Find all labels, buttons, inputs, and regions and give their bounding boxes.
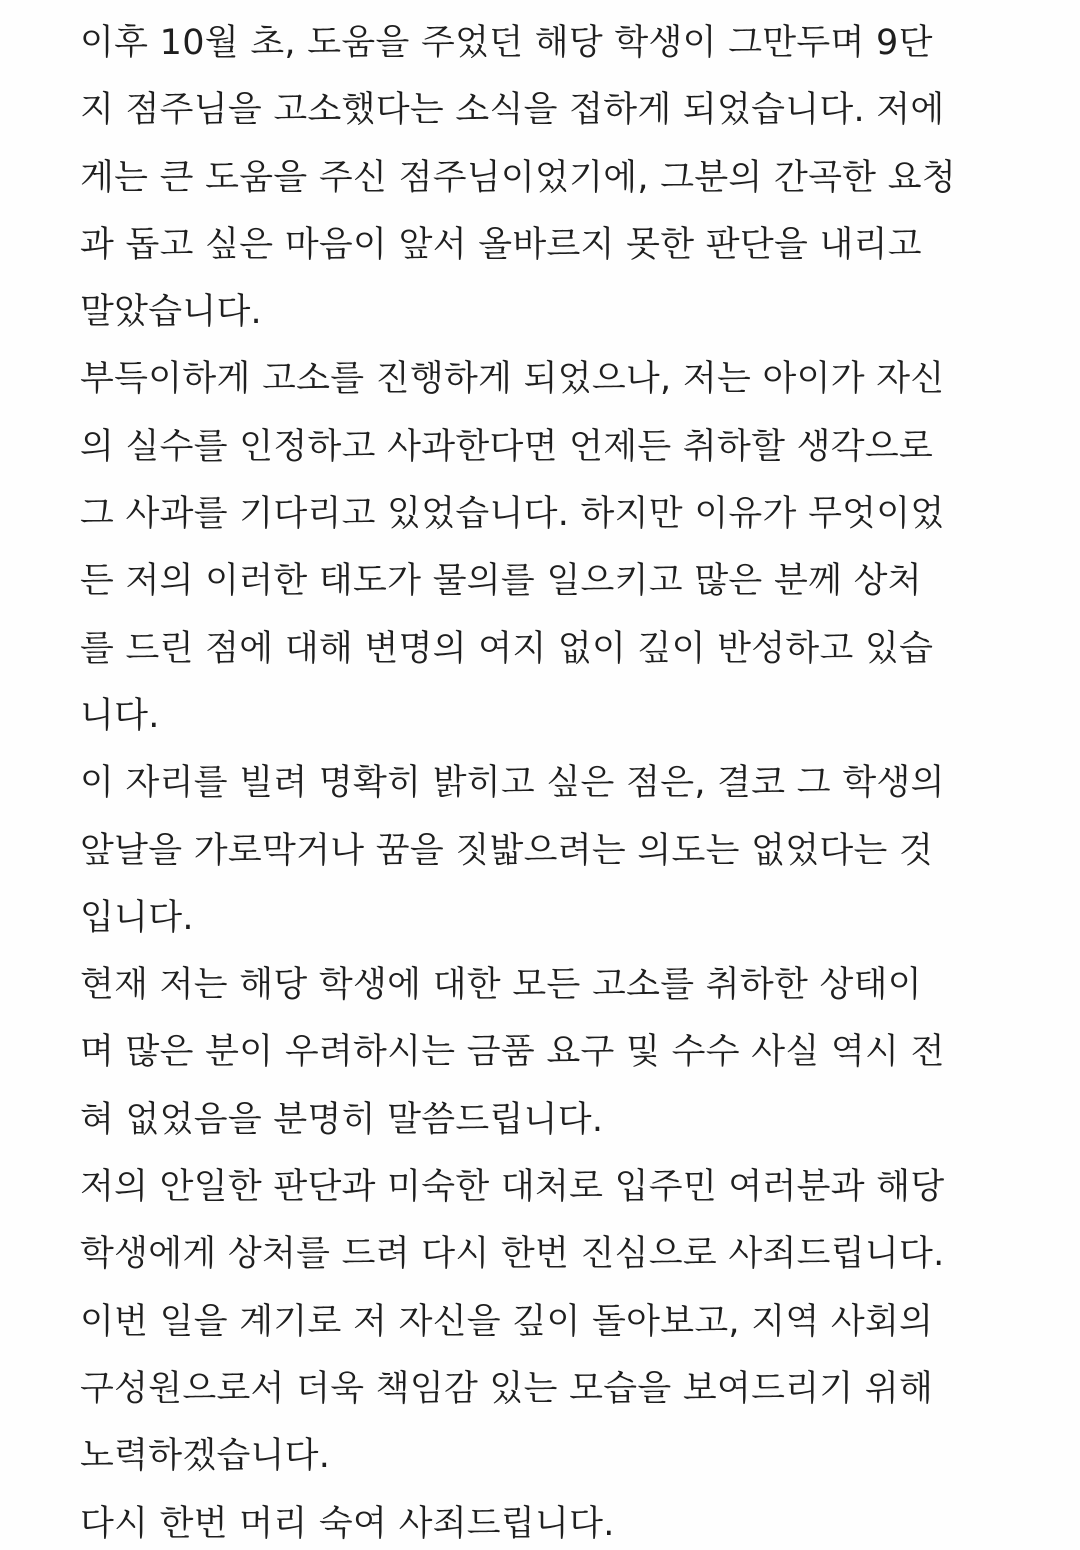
- text-line: 구성원으로서 더욱 책임감 있는 모습을 보여드리기 위해: [80, 1368, 934, 1409]
- text-line: 며 많은 분이 우려하시는 금품 요구 및 수수 사실 역시 전: [80, 1032, 945, 1073]
- text-line: 혀 없었음을 분명히 말씀드립니다.: [80, 1099, 604, 1140]
- text-line: 이 자리를 빌려 명확히 밝히고 싶은 점은, 결코 그 학생의: [80, 763, 945, 804]
- text-line: 다시 한번 머리 숙여 사죄드립니다.: [80, 1503, 615, 1544]
- text-line: 그 사과를 기다리고 있었습니다. 하지만 이유가 무엇이었: [80, 494, 945, 535]
- text-line: 이번 일을 계기로 저 자신을 깊이 돌아보고, 지역 사회의: [80, 1301, 934, 1342]
- text-line: 학생에게 상처를 드려 다시 한번 진심으로 사죄드립니다.: [80, 1234, 945, 1275]
- text-line: 저의 안일한 판단과 미숙한 대처로 입주민 여러분과 해당: [80, 1167, 945, 1208]
- text-line: 부득이하게 고소를 진행하게 되었으나, 저는 아이가 자신: [80, 359, 945, 400]
- text-line: 니다.: [80, 695, 160, 736]
- text-line: 든 저의 이러한 태도가 물의를 일으키고 많은 분께 상처: [80, 561, 922, 602]
- apology-statement-text: [80, 0, 1020, 1550]
- text-line: 의 실수를 인정하고 사과한다면 언제든 취하할 생각으로: [80, 426, 934, 467]
- text-line: 지 점주님을 고소했다는 소식을 접하게 되었습니다. 저에: [80, 90, 945, 131]
- text-line: 현재 저는 해당 학생에 대한 모든 고소를 취하한 상태이: [80, 965, 922, 1006]
- text-line: 말았습니다.: [80, 292, 262, 333]
- text-line: 앞날을 가로막거나 꿈을 짓밟으려는 의도는 없었다는 것: [80, 830, 934, 871]
- text-line: 과 돕고 싶은 마음이 앞서 올바르지 못한 판단을 내리고: [80, 224, 922, 265]
- text-line: 노력하겠습니다.: [80, 1436, 331, 1477]
- text-line: 게는 큰 도움을 주신 점주님이었기에, 그분의 간곡한 요청: [80, 157, 956, 198]
- text-line: 를 드린 점에 대해 변명의 여지 없이 깊이 반성하고 있습: [80, 628, 934, 669]
- text-line: 이후 10월 초, 도움을 주었던 해당 학생이 그만두며 9단: [80, 23, 933, 63]
- text-line: 입니다.: [80, 897, 194, 938]
